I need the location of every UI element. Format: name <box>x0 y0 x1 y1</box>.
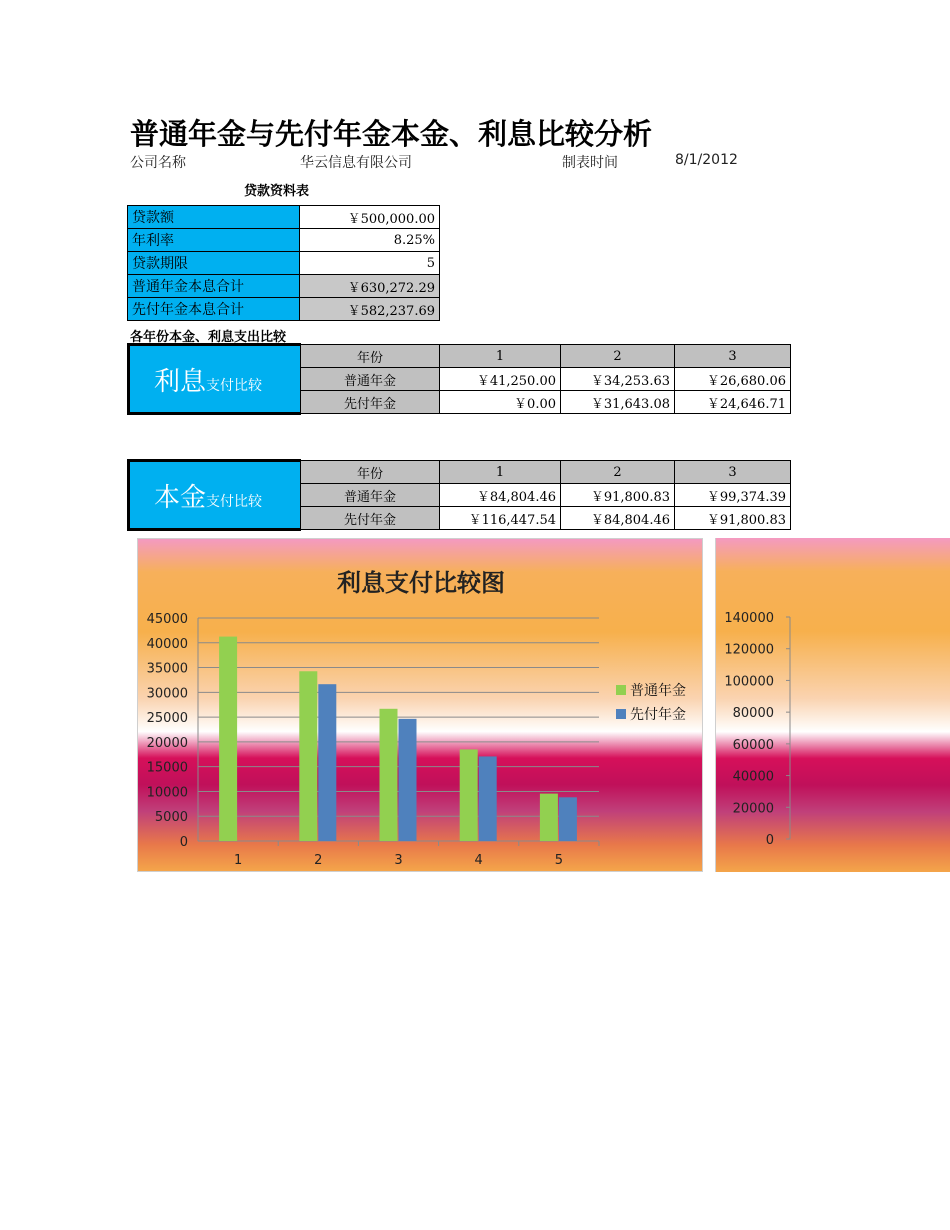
value-cell[interactable]: ￥91,800.83 <box>561 484 675 507</box>
header-cell[interactable]: 1 <box>440 345 561 368</box>
interest-big-label: 利息 <box>154 366 207 397</box>
loan-row <box>128 252 440 275</box>
principal-table <box>127 459 791 531</box>
bar <box>460 749 478 841</box>
x-tick-label: 4 <box>474 853 483 868</box>
y-tick-label: 20000 <box>732 801 774 817</box>
bar <box>559 797 577 841</box>
bar <box>479 756 497 841</box>
y-tick-label: 25000 <box>146 711 188 727</box>
compare-title: 各年份本金、利息支出比较 <box>130 330 287 345</box>
row-label[interactable]: 先付年金 <box>301 391 440 414</box>
loan-table-title: 贷款资料表 <box>244 184 310 199</box>
bar <box>540 794 558 841</box>
x-tick-label: 3 <box>394 853 403 868</box>
principal-big-label: 本金 <box>154 482 207 513</box>
value-cell[interactable]: ￥24,646.71 <box>675 391 791 414</box>
loan-row <box>128 206 440 229</box>
y-tick-label: 0 <box>765 833 774 848</box>
legend-swatch <box>616 709 626 719</box>
y-tick-label: 40000 <box>732 769 774 785</box>
loan-row <box>128 298 440 321</box>
value-cell[interactable]: ￥99,374.39 <box>675 484 791 507</box>
value-cell[interactable]: ￥34,253.63 <box>561 368 675 391</box>
bar <box>299 671 317 841</box>
y-tick-label: 15000 <box>146 760 188 776</box>
loan-value[interactable]: ￥500,000.00 <box>300 206 440 229</box>
principal-chart-svg <box>716 538 950 872</box>
value-cell[interactable]: ￥26,680.06 <box>675 368 791 391</box>
y-tick-label: 60000 <box>732 737 774 753</box>
y-tick-label: 20000 <box>146 735 188 751</box>
date-label: 制表时间 <box>562 155 618 171</box>
value-cell[interactable]: ￥31,643.08 <box>561 391 675 414</box>
y-tick-label: 5000 <box>154 810 188 826</box>
date-value: 8/1/2012 <box>675 152 738 168</box>
y-tick-label: 35000 <box>146 661 188 677</box>
x-tick-label: 1 <box>233 853 243 868</box>
header-cell[interactable]: 年份 <box>301 345 440 368</box>
principal-small-label: 支付比较 <box>206 493 263 510</box>
y-tick-label: 45000 <box>146 612 188 627</box>
y-tick-label: 30000 <box>146 686 188 702</box>
legend-swatch <box>616 685 626 695</box>
loan-row <box>128 275 440 298</box>
loan-label[interactable]: 贷款期限 <box>128 252 300 275</box>
page-title: 普通年金与先付年金本金、利息比较分析 <box>130 117 653 151</box>
loan-row <box>128 229 440 252</box>
principal-chart[interactable] <box>715 538 950 872</box>
loan-label[interactable]: 普通年金本息合计 <box>128 275 300 298</box>
header-cell[interactable]: 3 <box>675 461 791 484</box>
bar <box>219 637 237 841</box>
y-tick-label: 0 <box>179 835 188 850</box>
interest-chart[interactable] <box>137 538 703 872</box>
value-cell[interactable]: ￥84,804.46 <box>440 484 561 507</box>
x-tick-label: 2 <box>314 853 323 868</box>
value-cell[interactable]: ￥84,804.46 <box>561 507 675 530</box>
company-name: 华云信息有限公司 <box>300 155 412 171</box>
interest-table <box>127 343 791 415</box>
row-label[interactable]: 普通年金 <box>301 484 440 507</box>
loan-table <box>127 205 440 321</box>
y-tick-label: 120000 <box>724 642 774 658</box>
legend-label: 普通年金 <box>630 683 686 699</box>
header-cell[interactable]: 2 <box>561 345 675 368</box>
interest-chart-svg <box>138 539 704 873</box>
legend-label: 先付年金 <box>630 707 686 723</box>
loan-label[interactable]: 先付年金本息合计 <box>128 298 300 321</box>
value-cell[interactable]: ￥0.00 <box>440 391 561 414</box>
loan-value[interactable]: 5 <box>300 252 440 275</box>
bar <box>318 684 336 841</box>
value-cell[interactable]: ￥116,447.54 <box>440 507 561 530</box>
loan-value[interactable]: ￥630,272.29 <box>300 275 440 298</box>
y-tick-label: 40000 <box>146 636 188 652</box>
x-tick-label: 5 <box>554 853 564 868</box>
y-tick-label: 140000 <box>724 611 774 626</box>
loan-value[interactable]: 8.25% <box>300 229 440 252</box>
header-cell[interactable]: 1 <box>440 461 561 484</box>
loan-value[interactable]: ￥582,237.69 <box>300 298 440 321</box>
row-label[interactable]: 普通年金 <box>301 368 440 391</box>
principal-block-label <box>129 461 301 530</box>
value-cell[interactable]: ￥41,250.00 <box>440 368 561 391</box>
header-cell[interactable]: 年份 <box>301 461 440 484</box>
row-label[interactable]: 先付年金 <box>301 507 440 530</box>
company-label: 公司名称 <box>130 155 186 171</box>
y-tick-label: 10000 <box>146 785 188 801</box>
interest-small-label: 支付比较 <box>206 377 263 394</box>
y-tick-label: 100000 <box>724 674 774 690</box>
y-tick-label: 80000 <box>732 706 774 722</box>
bar <box>380 709 398 841</box>
bar <box>399 719 417 841</box>
interest-block-label <box>129 345 301 414</box>
loan-label[interactable]: 年利率 <box>128 229 300 252</box>
header-cell[interactable]: 2 <box>561 461 675 484</box>
loan-label[interactable]: 贷款额 <box>128 206 300 229</box>
header-cell[interactable]: 3 <box>675 345 791 368</box>
value-cell[interactable]: ￥91,800.83 <box>675 507 791 530</box>
chart-title: 利息支付比较图 <box>337 569 505 597</box>
